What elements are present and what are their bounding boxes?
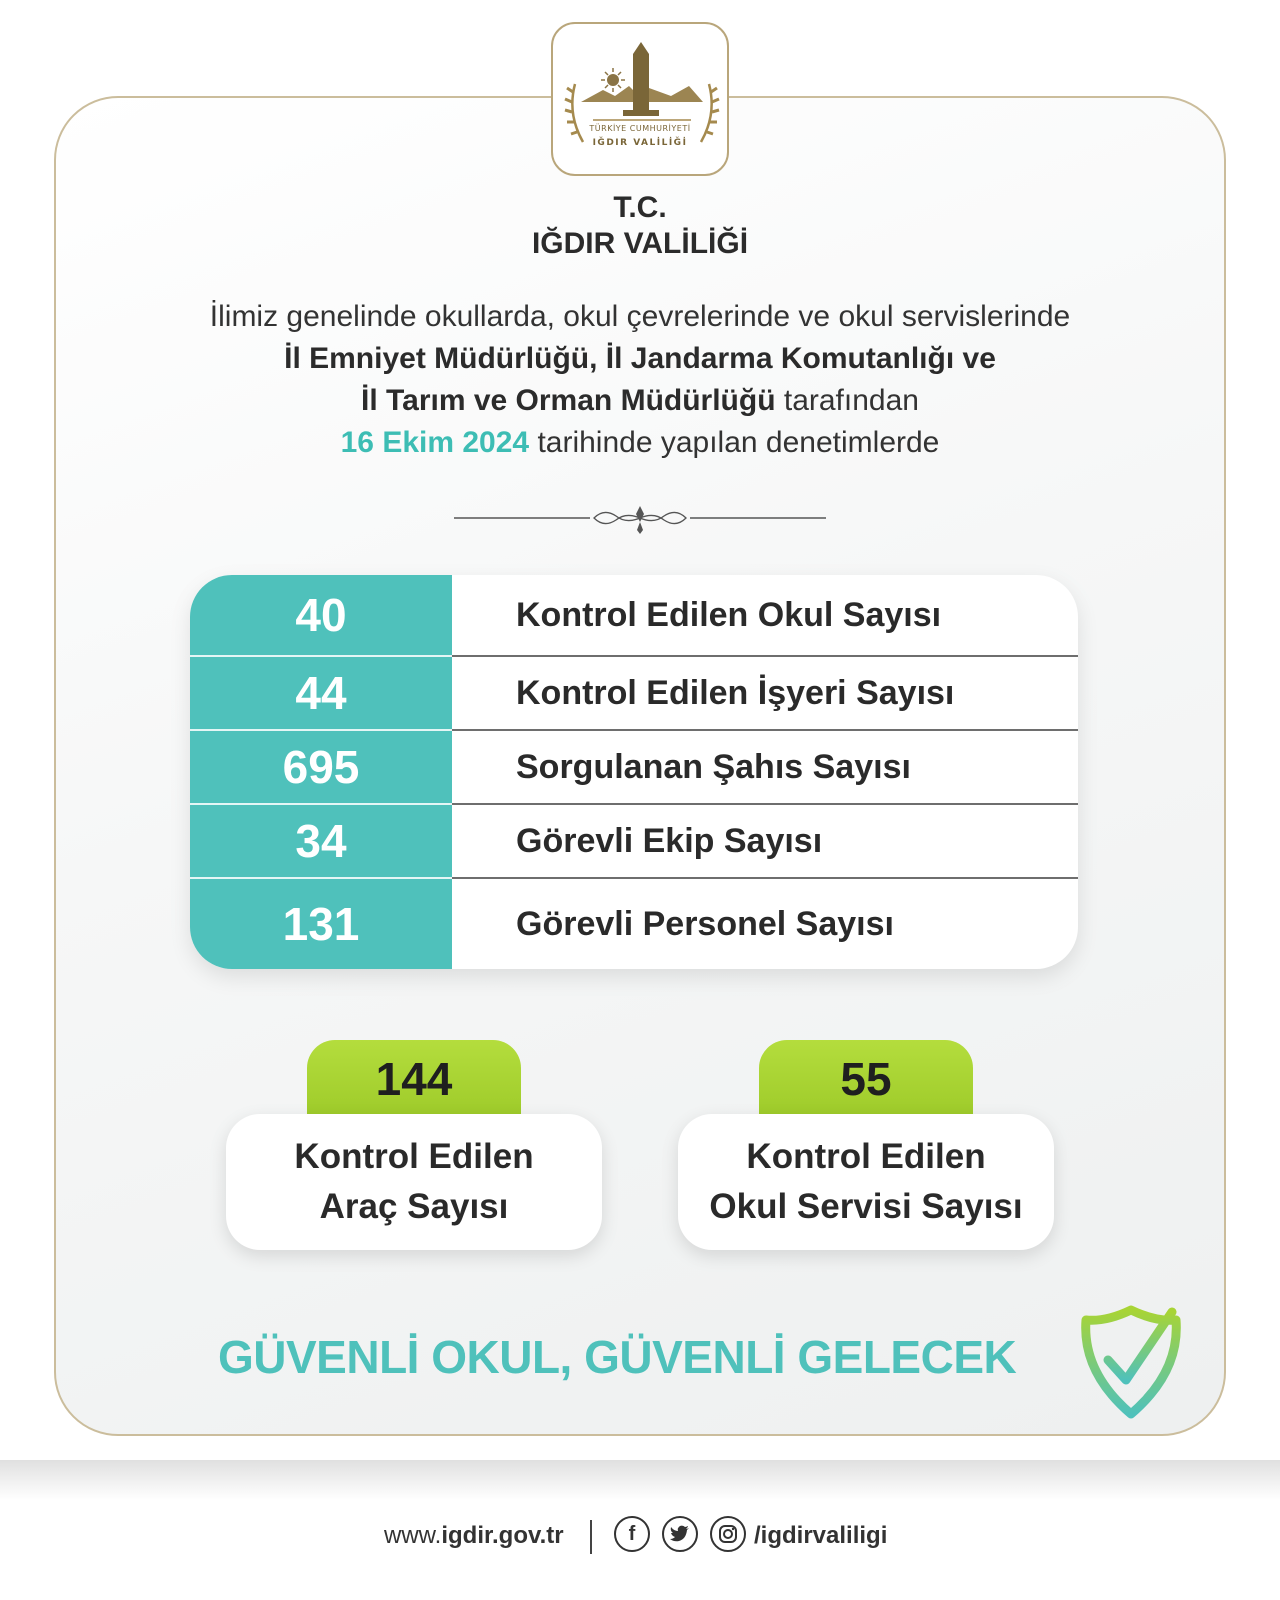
footer-band — [0, 1460, 1280, 1500]
card-label-line: Araç Sayısı — [319, 1187, 509, 1226]
stat-row — [190, 879, 1078, 969]
card-value: 55 — [759, 1040, 973, 1118]
card-label — [678, 1114, 1054, 1250]
stat-label: Sorgulanan Şahıs Sayısı — [516, 747, 911, 786]
stat-label: Görevli Ekip Sayısı — [516, 821, 823, 860]
inspection-date: 16 Ekim 2024 — [340, 426, 530, 459]
intro-tail: tarihinde yapılan denetimlerde — [529, 426, 940, 459]
stat-label: Kontrol Edilen Okul Sayısı — [516, 595, 942, 634]
intro-paragraph — [90, 296, 1190, 464]
emblem-graphic — [553, 24, 731, 178]
valilik-emblem — [551, 22, 729, 176]
stat-label: Görevli Personel Sayısı — [516, 904, 894, 943]
intro-agency: İl Tarım ve Orman Müdürlüğü — [361, 384, 776, 417]
emblem-text-country: TÜRKİYE CUMHURİYETİ — [589, 124, 691, 133]
card-label — [226, 1114, 602, 1250]
vehicle-card — [226, 1040, 602, 1252]
intro-tarafindan: tarafından — [775, 384, 919, 417]
stat-value: 131 — [190, 879, 452, 969]
stat-value: 44 — [190, 657, 452, 729]
site-domain: igdir.gov.tr — [441, 1522, 564, 1549]
intro-line-1: İlimiz genelinde okullarda, okul çevrelerinde ve okul servislerinde — [209, 300, 1071, 333]
footer-separator — [590, 1520, 592, 1554]
card-label-line: Okul Servisi Sayısı — [709, 1187, 1023, 1226]
card-value: 144 — [307, 1040, 521, 1118]
site-prefix: www. — [384, 1522, 442, 1549]
intro-line-3 — [90, 380, 1190, 422]
social-handle[interactable]: /igdirvaliligi — [754, 1522, 888, 1549]
stat-row — [190, 731, 1078, 803]
stat-row — [190, 575, 1078, 655]
stat-value: 34 — [190, 805, 452, 877]
stat-row — [190, 805, 1078, 877]
facebook-icon[interactable]: f — [614, 1516, 650, 1552]
emblem-text-office: IĞDIR VALİLİĞİ — [592, 138, 688, 148]
twitter-icon[interactable] — [662, 1516, 698, 1552]
card-label-line: Kontrol Edilen — [746, 1137, 986, 1176]
heading-tc: T.C. — [613, 191, 667, 224]
footer — [0, 1512, 1280, 1562]
ornament-divider — [454, 500, 826, 540]
intro-line-2: İl Emniyet Müdürlüğü, İl Jandarma Komutanlığı ve — [284, 342, 996, 375]
slogan: GÜVENLİ OKUL, GÜVENLİ GELECEK — [218, 1331, 1017, 1383]
stat-value: 40 — [190, 575, 452, 655]
stat-value: 695 — [190, 731, 452, 803]
school-bus-card — [678, 1040, 1054, 1252]
card-label-line: Kontrol Edilen — [294, 1137, 534, 1176]
stat-row — [190, 657, 1078, 729]
shield-check-icon — [1076, 1302, 1186, 1422]
stat-label: Kontrol Edilen İşyeri Sayısı — [516, 673, 955, 712]
website-link[interactable] — [384, 1522, 564, 1550]
stats-table — [190, 575, 1078, 969]
heading-valilik: IĞDIR VALİLİĞİ — [531, 227, 749, 260]
intro-line-4 — [90, 422, 1190, 464]
instagram-icon[interactable] — [710, 1516, 746, 1552]
